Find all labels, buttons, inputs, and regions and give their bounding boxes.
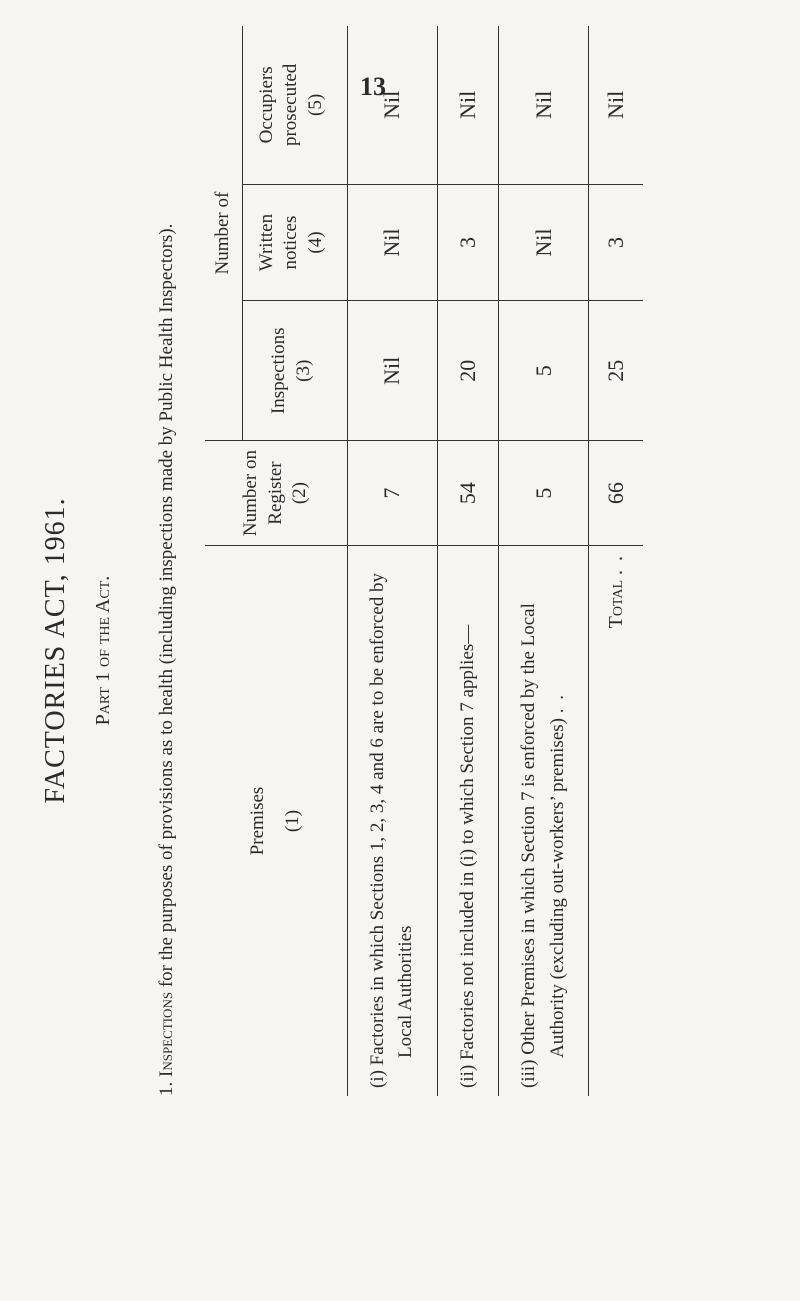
total-inspections: 25 xyxy=(589,301,644,441)
header-written-notices: Written notices (4) xyxy=(242,184,347,301)
cell-written-notices: 3 xyxy=(437,184,499,301)
header-number-of: Number of xyxy=(205,26,242,441)
cell-written-notices: Nil xyxy=(347,184,437,301)
cell-written-notices: Nil xyxy=(499,184,589,301)
table-total-row xyxy=(589,26,644,1096)
page-number: 13 xyxy=(360,72,386,101)
total-occupiers-prosecuted: Nil xyxy=(603,90,629,119)
total-label: Total . . xyxy=(589,545,644,1096)
table-row xyxy=(499,26,589,1096)
cell-inspections: 20 xyxy=(437,301,499,441)
row-label: (i) Factories in which Sections 1, 2, 3, 4 and 6 are to be enforced by Local Authorities xyxy=(347,545,437,1096)
cell-register: 54 xyxy=(437,441,499,546)
header-premises: Premises (1) xyxy=(205,545,347,1096)
header-inspections: Inspections (3) xyxy=(242,301,347,441)
table-row xyxy=(437,26,499,1096)
total-leader-dots: . . xyxy=(604,553,627,575)
header-number-on-register: Number on Register (2) xyxy=(205,441,347,546)
section-number: 1. xyxy=(156,1081,177,1096)
section-heading xyxy=(156,16,178,1096)
cell-occupiers-prosecuted: Nil xyxy=(437,26,499,184)
section-text: for the purposes of provisions as to health (including inspections made by Public Health Inspectors). xyxy=(156,223,177,988)
part-heading: Part 1 of the Act. xyxy=(92,575,114,726)
row-label: (iii) Other Premises in which Section 7 is enforced by the Local Authority (excluding out-workers’ premises) . . xyxy=(499,545,589,1096)
inspections-table xyxy=(205,26,643,1096)
total-register: 66 xyxy=(589,441,644,546)
table-row xyxy=(347,26,437,1096)
document-title: FACTORIES ACT, 1961. xyxy=(40,497,71,804)
table-group-header-row xyxy=(205,26,242,1096)
cell-register: 5 xyxy=(499,441,589,546)
header-occupiers-prosecuted: Occupiers prosecuted (5) xyxy=(242,26,347,184)
cell-occupiers-prosecuted: Nil xyxy=(499,26,589,184)
section-label: Inspections xyxy=(156,991,177,1077)
cell-inspections: 5 xyxy=(499,301,589,441)
total-written-notices: 3 xyxy=(589,184,644,301)
cell-inspections: Nil xyxy=(347,301,437,441)
cell-register: 7 xyxy=(347,441,437,546)
row-label: (ii) Factories not included in (i) to which Section 7 applies— xyxy=(437,545,499,1096)
cell-occupiers-prosecuted: Nil xyxy=(347,26,437,184)
row-leader-dots: . . xyxy=(546,693,568,714)
